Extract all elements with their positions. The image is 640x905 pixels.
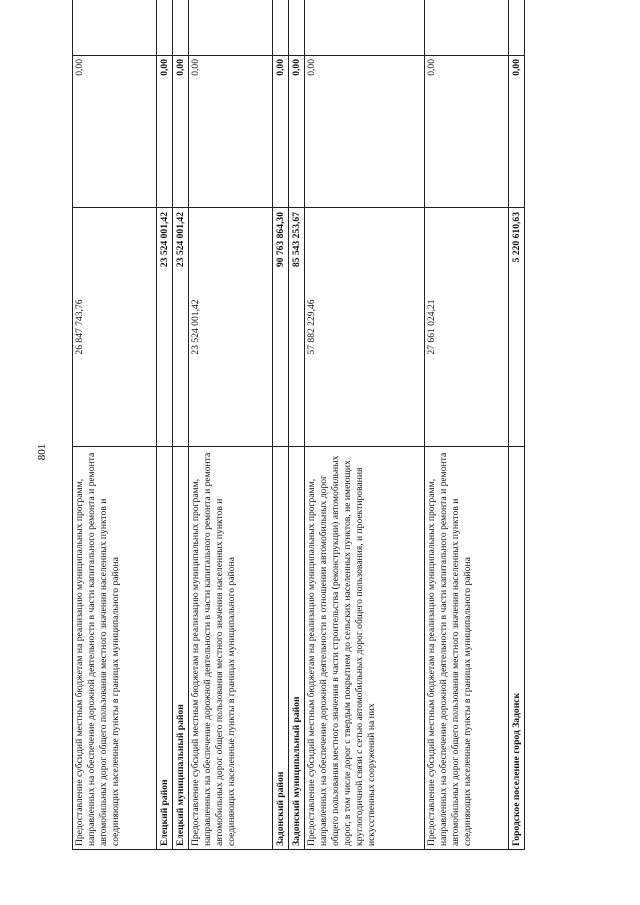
table-total-row <box>509 0 525 850</box>
amount-cell: 85 543 253,67 <box>289 208 305 447</box>
amount-cell: 0,00 <box>157 56 173 208</box>
amount-cell <box>425 0 509 56</box>
amount-cell <box>157 0 173 56</box>
amount-cell <box>273 0 289 56</box>
budget-table <box>72 0 525 850</box>
amount-cell: 0,00 <box>509 56 525 208</box>
table-row <box>305 0 425 850</box>
amount-cell: 0,00 <box>189 56 273 208</box>
row-name-cell: Предоставление субсидий местным бюджетам на реализацию муниципальных программ, направленных на обеспечение дорожной деятельности в части капитального ремонта и ремонта автомобильных дорог общего пользования местного значения населенных пунктов и соединяющих населенные пункты в границах муниципального района <box>425 447 509 850</box>
amount-cell: 26 847 743,76 <box>73 208 157 447</box>
amount-cell <box>289 0 305 56</box>
row-name-cell: Предоставление субсидий местным бюджетам на реализацию муниципальных программ, направленных на обеспечение дорожной деятельности в части капитального ремонта и ремонта автомобильных дорог общего пользования местного значения населенных пунктов и соединяющих населенные пункты в границах муниципального района <box>73 447 157 850</box>
row-name-cell: Елецкий район <box>157 447 173 850</box>
row-name-cell: Елецкий муниципальный район <box>173 447 189 850</box>
row-name-cell: Предоставление субсидий местным бюджетам на реализацию муниципальных программ, направленных на обеспечение дорожной деятельности в отношении автомобильных дорог общего пользования местного значения в части строительства (реконструкции) автомобильных дорог, в том числе дорог с твердым покрытием до сельских населенных пунктов, не имеющих круглогодичной связи с сетью автомобильных дорог общего пользования, и проектирования искусственных сооружений на них <box>305 447 425 850</box>
amount-cell: 0,00 <box>305 56 425 208</box>
amount-cell: 57 882 229,46 <box>305 208 425 447</box>
page-number: 801 <box>36 443 48 461</box>
amount-cell: 5 220 610,63 <box>509 208 525 447</box>
amount-cell: 0,00 <box>425 56 509 208</box>
amount-cell: 0,00 <box>273 56 289 208</box>
amount-cell <box>305 0 425 56</box>
amount-cell: 0,00 <box>289 56 305 208</box>
amount-cell: 23 524 001,42 <box>189 208 273 447</box>
table-row <box>73 0 157 850</box>
budget-sheet <box>72 60 525 850</box>
table-row <box>189 0 273 850</box>
table-total-row <box>289 0 305 850</box>
row-name-cell: Задонский район <box>273 447 289 850</box>
table-total-row <box>173 0 189 850</box>
table-total-row <box>273 0 289 850</box>
amount-cell <box>173 0 189 56</box>
amount-cell <box>73 0 157 56</box>
amount-cell: 0,00 <box>73 56 157 208</box>
row-name-cell: Задонский муниципальный район <box>289 447 305 850</box>
amount-cell <box>509 0 525 56</box>
amount-cell: 23 524 001,42 <box>173 208 189 447</box>
row-name-cell: Предоставление субсидий местным бюджетам на реализацию муниципальных программ, направленных на обеспечение дорожной деятельности в части капитального ремонта и ремонта автомобильных дорог общего пользования местного значения населенных пунктов и соединяющих населенные пункты в границах муниципального района <box>189 447 273 850</box>
amount-cell: 90 763 864,30 <box>273 208 289 447</box>
amount-cell: 27 661 024,21 <box>425 208 509 447</box>
amount-cell <box>189 0 273 56</box>
amount-cell: 23 524 001,42 <box>157 208 173 447</box>
table-total-row <box>157 0 173 850</box>
amount-cell: 0,00 <box>173 56 189 208</box>
row-name-cell: Городское поселение город Задонск <box>509 447 525 850</box>
table-row <box>425 0 509 850</box>
